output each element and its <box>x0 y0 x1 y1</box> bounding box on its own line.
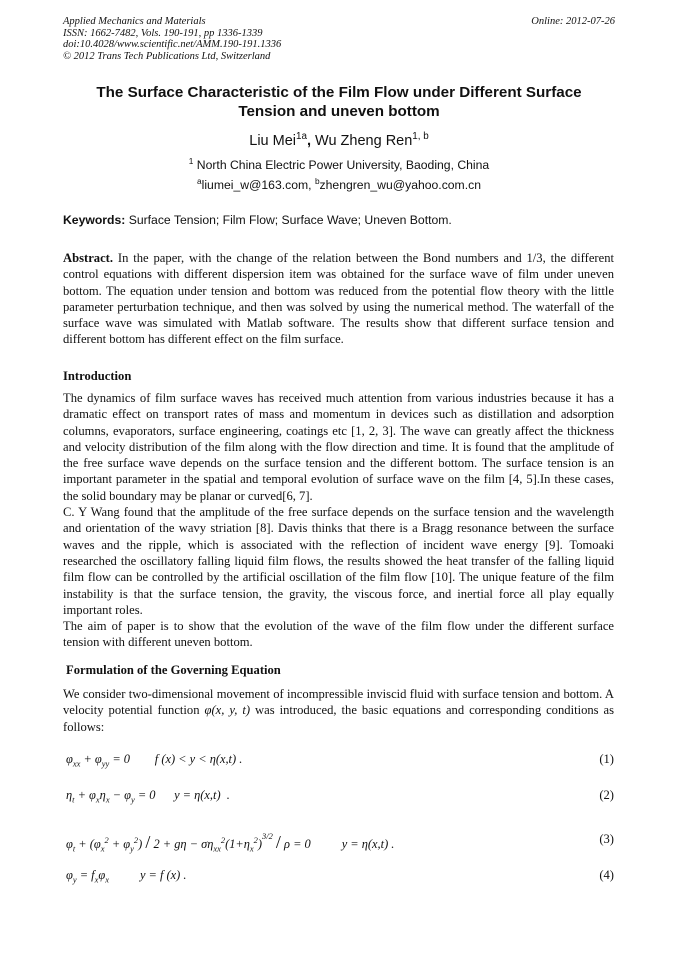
affiliation-sup: 1 <box>188 155 194 166</box>
journal-doi: doi:10.4028/www.scientific.net/AMM.190-191.1336 <box>63 39 282 50</box>
journal-issn: ISSN: 1662-7482, Vols. 190-191, pp 1336-1339 <box>63 27 263 39</box>
author-list: Liu Mei$^{1a}$, Wu Zheng Ren$^{1, b}$ <box>249 131 429 149</box>
formulation-text-b: was introduced, the basic equations and corresponding conditions as follows: <box>63 703 615 734</box>
abstract <box>63 250 614 348</box>
formulation-text-a: We consider two-dimensional movement of incompressible inviscid fluid with surface tension and bottom. A velocity potential function <box>63 687 614 718</box>
title-line-2: Tension and uneven bottom <box>238 103 440 120</box>
equation-4-number: (4) <box>599 868 614 882</box>
equation-2-number: (2) <box>599 788 614 802</box>
author-1: Liu Mei <box>249 133 297 149</box>
keywords-text: Surface Tension; Film Flow; Surface Wave; Uneven Bottom. <box>128 213 452 227</box>
introduction-heading: Introduction <box>63 369 132 383</box>
intro-paragraph-2: C. Y Wang found that the amplitude of the free surface depends on the surface tension and the wavelength and orientation of the wavy striation [8]. Davis thinks that there is a Bragg resonance between the surface waves and the ripple, which is associated with the reflection of incident wave energy [9]. Tomoaki researched the oscillatory falling liquid film flows, the results showed the heat transfer of the falling liquid film flow can be controlled by the artificial oscillation of the film flow [10]. The unique feature of the film instability is that the surface tension, the gravity, the viscous force, and inertial force all play equally important roles. <box>63 505 614 617</box>
intro-paragraph-3: The aim of paper is to show that the evolution of the wave of the film flow under the different surface tension with different uneven bottom. <box>63 619 614 650</box>
author-2: Wu Zheng Ren <box>315 133 413 149</box>
formulation-body <box>63 686 614 735</box>
abstract-label: Abstract. <box>63 251 114 265</box>
equation-3: $\varphi_t + (\varphi_x^2 + \varphi_y^2) / 2 + g\eta - \sigma\eta_{xx}^2(1+\eta_x^2)^{3/2} / \rho = 0$ y = η(x,t) . <box>66 830 395 854</box>
keywords-label: Keywords: <box>63 213 126 227</box>
journal-copyright: © 2012 Trans Tech Publications Ltd, Switzerland <box>63 50 271 62</box>
affiliation <box>63 155 615 172</box>
formulation-heading: Formulation of the Governing Equation <box>66 663 281 677</box>
email-a-sup: a <box>197 175 202 186</box>
email-b[interactable]: zhengren_wu@yahoo.com.cn <box>319 178 481 192</box>
potential-symbol: φ(x, y, t) <box>204 703 251 718</box>
title-line-1: The Surface Characteristic of the Film Flow under Different Surface <box>96 84 582 101</box>
email-a[interactable]: liumei_w@163.com, <box>201 178 312 192</box>
keywords <box>63 213 452 227</box>
paper-title <box>63 83 615 121</box>
equation-1-number: (1) <box>599 752 614 766</box>
journal-name: Applied Mechanics and Materials <box>63 16 206 27</box>
equation-1: $\varphi_{xx} + \varphi_{yy} = 0$ f (x) < y < η(x,t) . <box>66 752 243 769</box>
intro-paragraph-1: The dynamics of film surface waves has received much attention from various industries because it has a dramatic effect on transport rates of mass and momentum in devices such as distillation and adsorption columns, evaporators, surface engineering, coatings etc [1, 2, 3]. The wave can greatly affect the thickness and velocity distribution of the film along with the flow direction and time. It is found that the amplitude of the free surface wave depends on the surface tension and the different bottom. The surface tension is an important parameter in the spatial and temporal evolution of surface wave on the film [4, 5].In these cases, the solid boundary may be planar or curved[6, 7]. <box>63 391 614 503</box>
equation-3-number: (3) <box>599 832 614 846</box>
abstract-text: In the paper, with the change of the relation between the Bond numbers and 1/3, the different control equations with different dispersion item was obtained for the surface wave of film under uneven bottom. The equation under tension and bottom was reduced from the potential flow theory with the little parameter perturbation technique, and then was solved by using the numerical method. The waterfall of the surface wave was simulated with Matlab software. The results show that different surface tension and different bottom has different effect on the film surface. <box>63 251 614 347</box>
equation-4: $\varphi_y = f_x\varphi_x$ y = f (x) . <box>66 868 187 885</box>
affiliation-text: North China Electric Power University, Baoding, China <box>196 158 490 172</box>
equation-2: $\eta_t + \varphi_x\eta_x - \varphi_y = 0$ y = η(x,t) . <box>66 788 230 805</box>
author-2-sup: 1, b <box>412 131 429 143</box>
email-b-sup: b <box>314 175 320 186</box>
author-emails <box>63 175 615 192</box>
journal-header <box>63 16 281 62</box>
introduction-body <box>63 390 614 651</box>
author-1-sup: 1a <box>296 131 307 143</box>
online-date: Online: 2012-07-26 <box>531 16 615 27</box>
